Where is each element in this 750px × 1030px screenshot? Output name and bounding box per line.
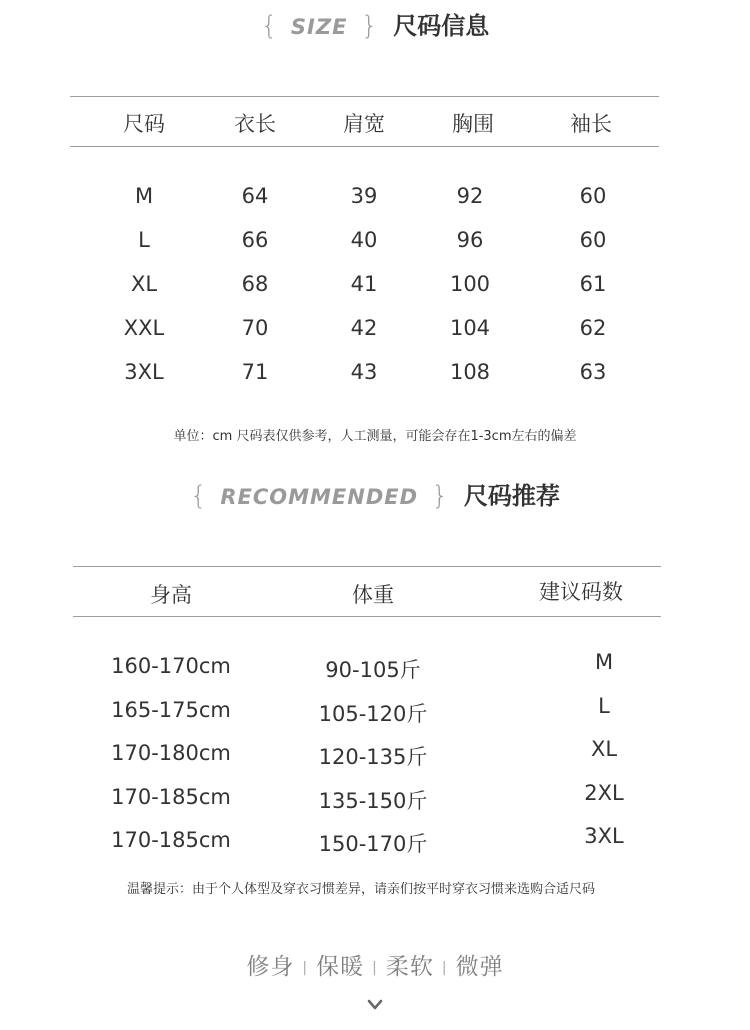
- right-brace: }: [361, 11, 378, 41]
- shoulder-value: 40: [350, 228, 378, 252]
- length-value: 64: [241, 184, 269, 208]
- feature-separator: |: [302, 959, 309, 976]
- size-note: 单位：cm 尺码表仅供参考，人工测量，可能会存在1-3cm左右的偏差: [173, 429, 577, 444]
- length-value: 71: [241, 360, 269, 384]
- right-brace: }: [431, 481, 449, 511]
- feature-item: 保暖: [316, 954, 365, 980]
- weight-range: 105-120斤: [318, 702, 428, 726]
- chevron-down-icon: [366, 998, 384, 1012]
- shoulder-value: 42: [350, 316, 378, 340]
- left-brace: {: [190, 481, 207, 511]
- size-label: M: [134, 184, 154, 208]
- sleeve-value: 61: [579, 272, 607, 296]
- chest-value: 92: [456, 184, 484, 208]
- sleeve-value: 60: [579, 228, 607, 252]
- header-cell: 袖长: [570, 112, 612, 136]
- recommended-size: M: [594, 650, 614, 674]
- height-range: 170-180cm: [111, 741, 231, 765]
- length-value: 66: [241, 228, 269, 252]
- weight-range: 150-170斤: [318, 832, 428, 856]
- chest-value: 104: [449, 316, 491, 340]
- size-table-header-rule: [70, 146, 659, 147]
- length-value: 70: [241, 316, 269, 340]
- header-cell: 建议码数: [539, 580, 623, 604]
- sleeve-value: 63: [579, 360, 607, 384]
- weight-range: 135-150斤: [318, 789, 428, 813]
- recommend-table-header-rule: [73, 616, 661, 617]
- header-cell: 身高: [150, 583, 192, 607]
- recommend-section-title: [0, 476, 750, 511]
- shoulder-value: 39: [350, 184, 378, 208]
- recommend-title-zh: 尺码推荐: [463, 482, 560, 510]
- feature-separator: |: [372, 959, 378, 976]
- chest-value: 108: [449, 360, 491, 384]
- recommended-size: 3XL: [584, 824, 624, 848]
- feature-separator: |: [441, 959, 448, 976]
- length-value: 68: [241, 272, 269, 296]
- height-range: 165-175cm: [111, 698, 231, 722]
- feature-item: 柔软: [385, 954, 434, 980]
- recommend-title-en: RECOMMENDED: [220, 485, 419, 509]
- size-label: L: [138, 228, 150, 252]
- feature-item: 微弹: [455, 954, 504, 980]
- feature-list: [0, 948, 750, 981]
- size-label: XL: [130, 272, 158, 296]
- recommended-size: XL: [590, 737, 618, 761]
- height-range: 170-185cm: [111, 828, 231, 852]
- sleeve-value: 60: [579, 184, 607, 208]
- header-cell: 尺码: [123, 112, 165, 136]
- tip-note: 温馨提示：由于个人体型及穿衣习惯差异，请亲们按平时穿衣习惯来选购合适尺码: [126, 882, 595, 897]
- height-range: 170-185cm: [111, 785, 231, 809]
- header-cell: 体重: [352, 583, 394, 607]
- size-label: XXL: [123, 316, 165, 340]
- size-label: 3XL: [124, 360, 164, 384]
- size-table-top-rule: [70, 96, 659, 97]
- sleeve-value: 62: [579, 316, 607, 340]
- size-title-en: SIZE: [290, 15, 348, 39]
- recommended-size: 2XL: [584, 781, 624, 805]
- recommend-table-top-rule: [73, 566, 661, 567]
- header-cell: 肩宽: [343, 112, 385, 136]
- shoulder-value: 43: [350, 360, 378, 384]
- header-cell: 衣长: [234, 112, 276, 136]
- weight-range: 120-135斤: [318, 745, 428, 769]
- feature-item: 修身: [246, 954, 295, 980]
- size-title-zh: 尺码信息: [393, 12, 490, 40]
- chest-value: 100: [449, 272, 491, 296]
- recommended-size: L: [598, 694, 610, 718]
- left-brace: {: [260, 11, 278, 41]
- chest-value: 96: [456, 228, 484, 252]
- weight-range: 90-105斤: [325, 658, 421, 682]
- size-section-title: [0, 6, 750, 41]
- height-range: 160-170cm: [111, 654, 231, 678]
- header-cell: 胸围: [452, 112, 494, 136]
- shoulder-value: 41: [350, 272, 378, 296]
